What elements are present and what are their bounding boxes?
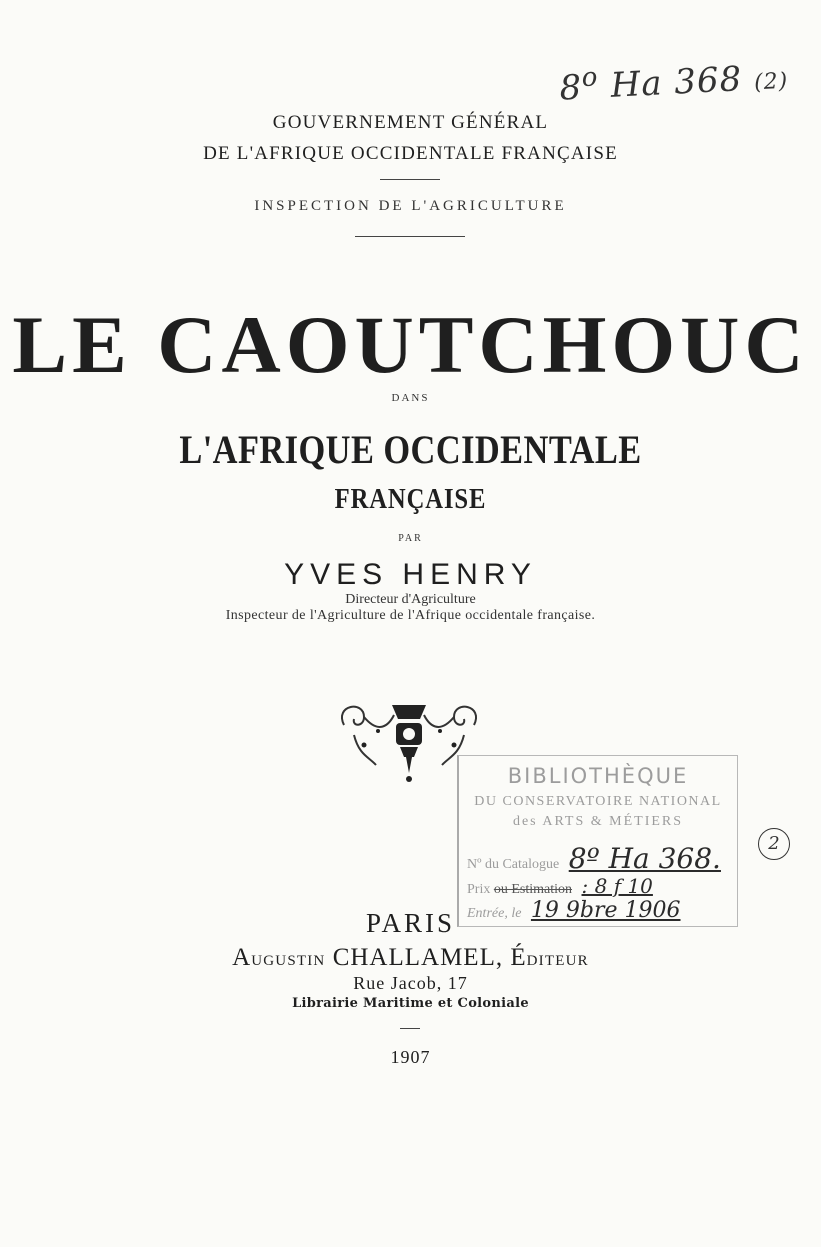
author-name: YVES HENRY [284,558,537,591]
shelfmark-sup: o [580,62,600,94]
header-region: DE L'AFRIQUE OCCIDENTALE FRANÇAISE [203,143,618,164]
stamp-catalogue-value: 8º Ha 368. [568,842,721,875]
title-connector: DANS [391,392,430,404]
shelfmark-prefix: 8 [558,67,584,109]
author-role-1: Directeur d'Agriculture [345,592,476,607]
divider [400,1028,420,1029]
imprint-tagline: Librairie Maritime et Coloniale [292,996,529,1011]
stamp-price-struck: ou Estimation [493,882,573,897]
stamp-library: BIBLIOTHÈQUE [507,764,689,788]
publisher-initial: A [232,944,252,971]
imprint-publisher [0,944,821,972]
publisher-role: DITEUR [526,953,589,969]
shelfmark-mark: Ha 368 [609,59,744,106]
divider [380,179,440,180]
imprint-year: 1907 [390,1047,431,1067]
stamp-price-row [467,874,653,898]
stamp-entry-label: Entrée, le [467,906,522,921]
imprint-city: PARIS [365,908,456,938]
stamp-catalogue-row [467,842,721,875]
author-by: PAR [398,533,423,544]
shelfmark-volume: (2) [753,68,789,96]
stamp-conservatoire: DU CONSERVATOIRE NATIONAL [474,794,722,809]
publisher-role-initial: É [510,944,527,971]
stamp-catalogue-label: Nº du Catalogue [467,857,560,872]
stamp-price-value: : 8 f 10 [581,874,653,898]
title-region: L'AFRIQUE OCCIDENTALE [179,427,642,472]
stamp-arts-metiers: des ARTS & MÉTIERS [512,814,684,829]
stamp-entry-value: 19 9bre 1906 [530,898,681,923]
header-government: GOUVERNEMENT GÉNÉRAL [272,112,549,133]
library-stamp [457,755,738,927]
divider [355,236,465,237]
author-role-2: Inspecteur de l'Agriculture de l'Afrique occidentale française. [225,608,596,623]
header-inspection: INSPECTION DE L'AGRICULTURE [254,198,567,214]
stamp-price-label: Prix [467,882,491,897]
imprint-street: Rue Jacob, 17 [353,973,468,993]
title-region-2: FRANÇAISE [334,484,487,515]
publisher-firstname: UGUSTIN [251,953,326,969]
volume-circle-mark: 2 [758,828,790,860]
book-title: LE CAOUTCHOUC [12,299,809,390]
publisher-name: CHALLAMEL, [332,944,504,971]
